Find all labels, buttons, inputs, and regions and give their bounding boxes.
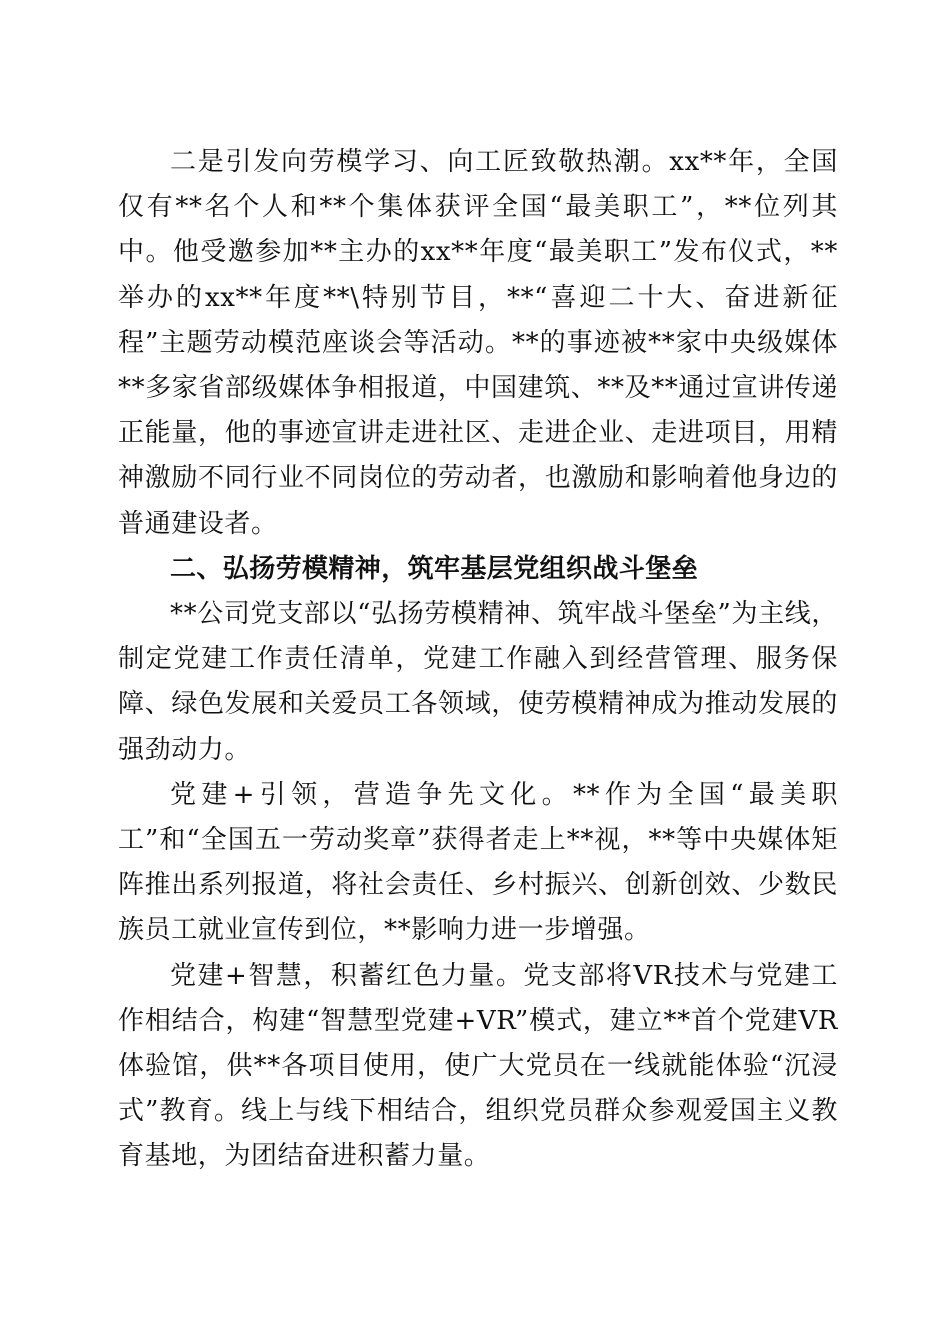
section-heading-two: 二、弘扬劳模精神，筑牢基层党组织战斗堡垒 xyxy=(170,553,699,584)
paragraph-party-branch-mainline: **公司党支部以“弘扬劳模精神、筑牢战斗堡垒”为主线，制定党建工作责任清单，党建工作融入到经营管理、服务保障、绿色发展和关爱员工各领域，使劳模精神成为推动发展的强劲动力。 xyxy=(118,599,838,765)
document-body xyxy=(118,140,838,1180)
paragraph-party-building-smart: 党建+智慧，积蓄红色力量。党支部将VR技术与党建工作相结合，构建“智慧型党建+VR”模式，建立**首个党建VR体验馆，供**各项目使用，使广大党员在一线就能体验“沉浸式”教育。线上与线下相结合，组织党员群众参观爱国主义教育基地，为团结奋进积蓄力量。 xyxy=(118,960,838,1172)
paragraph-party-building-leading: 党建+引领，营造争先文化。**作为全国“最美职工”和“全国五一劳动奖章”获得者走上**视，**等中央媒体矩阵推出系列报道，将社会责任、乡村振兴、创新创效、少数民族员工就业宣传到位，**影响力进一步增强。 xyxy=(118,779,838,946)
paragraph-worker-model-influence: 二是引发向劳模学习、向工匠致敬热潮。xx**年，全国仅有**名个人和**个集体获评全国“最美职工”，**位列其中。他受邀参加**主办的xx**年度“最美职工”发布仪式，**举办的xx**年度**\特别节目，**“喜迎二十大、奋进新征程”主题劳动模范座谈会等活动。**的事迹被**家中央级媒体**多家省部级媒体争相报道，中国建筑、**及**通过宣讲传递正能量，他的事迹宣讲走进社区、走进企业、走进项目，用精神激励不同行业不同岗位的劳动者，也激励和影响着他身边的普通建设者。 xyxy=(118,147,839,539)
